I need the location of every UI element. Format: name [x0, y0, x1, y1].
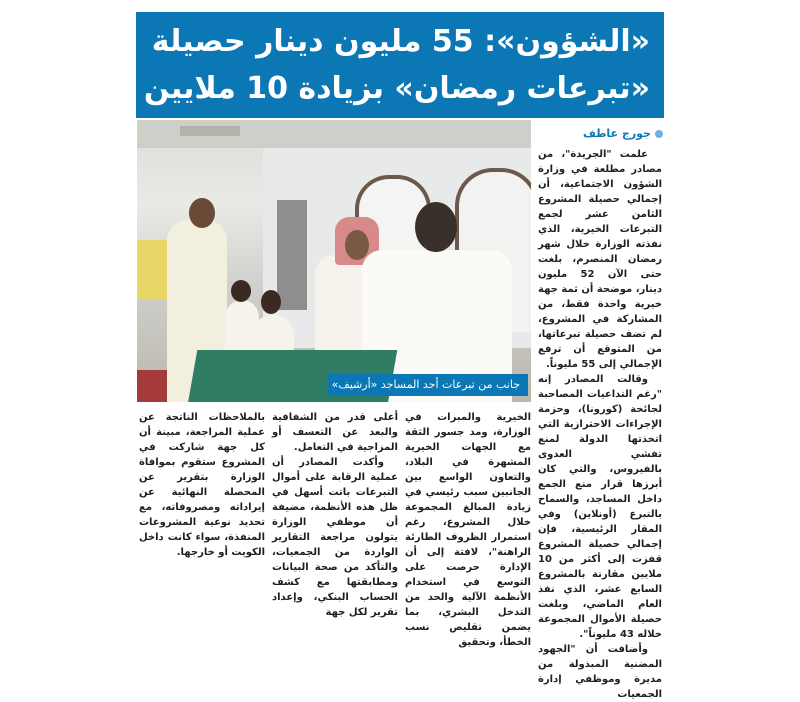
- headline-banner: [136, 12, 664, 118]
- photo-child-head: [261, 290, 281, 314]
- photo-man-head: [415, 202, 457, 252]
- photo-man-head: [345, 230, 369, 260]
- photo-child-head: [231, 280, 251, 302]
- paragraph: علمت "الجريدة"، من مصادر مطلعة في وزارة الشؤون الاجتماعية، أن إجمالي حصيلة المشروع الثامن عشر لجمع التبرعات الخيرية، الذي نفذته الوزارة خلال شهر رمضان المنصرم، بلغت حتى الآن 52 مليون دينار، موضحة أن ثمة جهة خيرية واحدة فقط، من المشاركة في المشروع، لم تضف حصيلة تبرعاتها، من المتوقع أن ترفع الإجمالي إلى 55 مليوناً.: [538, 149, 662, 370]
- bullet-dot-icon: [655, 130, 663, 138]
- article-column-2: [405, 410, 531, 650]
- article-column-1: [538, 147, 662, 702]
- byline: [535, 127, 663, 140]
- photo-door: [277, 200, 307, 310]
- paragraph: وقالت المصادر إنه "رغم التداعيات المصاحبة لجائحة (كورونا)، وحزمة الإجراءات الاحترازية التي اتخذتها الدولة لمنع تفشي العدوى بالفيروس، والتي كان أبرزها قرار منع الجمع داخل المساجد، والسماح بالتبرع (أونلاين) وفي المقار الرئيسية، فإن إجمالي حصيلة المشروع قفزت إلى أكثر من 10 ملايين مقارنة بالمشروع السابع عشر، الذي نفذ العام الماضي، وبلغت حصيلة الأموال المجموعة خلاله 43 مليوناً".: [538, 374, 662, 640]
- paragraph: بالملاحظات الناتجة عن عملية المراجعة، مبينة أن كل جهة شاركت في المشروع ستقوم بموافاة الوزارة بتقرير عن المحصلة النهائية عن إيراداته ومصروفاته، مع تحديد نوعية المشروعات المنفذة، سواء كانت داخل الكويت أو خارجها.: [139, 412, 265, 558]
- article-column-3: [272, 410, 398, 620]
- photo-person-head: [189, 198, 215, 228]
- paragraph: الخيرية والمبرات في الوزارة، ومد جسور الثقة مع الجهات الخيرية المشهرة في البلاد، والتعاون الواسع بين الجانبين سبب رئيسي في زيادة المبالغ المجموعة خلال المشروع، رغم استمرار الظروف الطارئة الراهنة"، لافتة إلى أن الإدارة حرصت على التوسع في استخدام الأنظمة الآلية والحد من التدخل البشري، بما يضمن تقليص نسب الخطأ، وتحقيق: [405, 412, 531, 648]
- article-photo: [137, 120, 531, 402]
- headline-line-1: «الشؤون»: 55 مليون دينار حصيلة: [151, 24, 650, 59]
- article-column-4: [139, 410, 265, 560]
- headline-line-2: «تبرعات رمضان» بزيادة 10 ملايين: [143, 71, 650, 106]
- paragraph: وأضافت أن "الجهود المضنية المبذولة من مديرة وموظفي إدارة الجمعيات: [538, 644, 662, 700]
- author-name: جورج عاطف: [582, 127, 651, 140]
- paragraph: أعلى قدر من الشفافية والبعد عن التعسف أو المزاجية في التعامل.: [272, 412, 398, 453]
- photo-person-yellow-shirt: [137, 240, 167, 300]
- photo-vent: [180, 126, 240, 136]
- paragraph: وأكدت المصادر أن عملية الرقابة على أموال التبرعات باتت أسهل في ظل هذه الأنظمة، مضيفة أن موظفي الوزارة يتولون مراجعة التقارير الواردة من الجمعيات، والتأكد من صحة البيانات ومطابقتها مع كشف الحساب البنكي، وإعداد تقرير لكل جهة: [272, 457, 398, 618]
- photo-caption: جانب من تبرعات أحد المساجد «أرشيف»: [328, 374, 528, 396]
